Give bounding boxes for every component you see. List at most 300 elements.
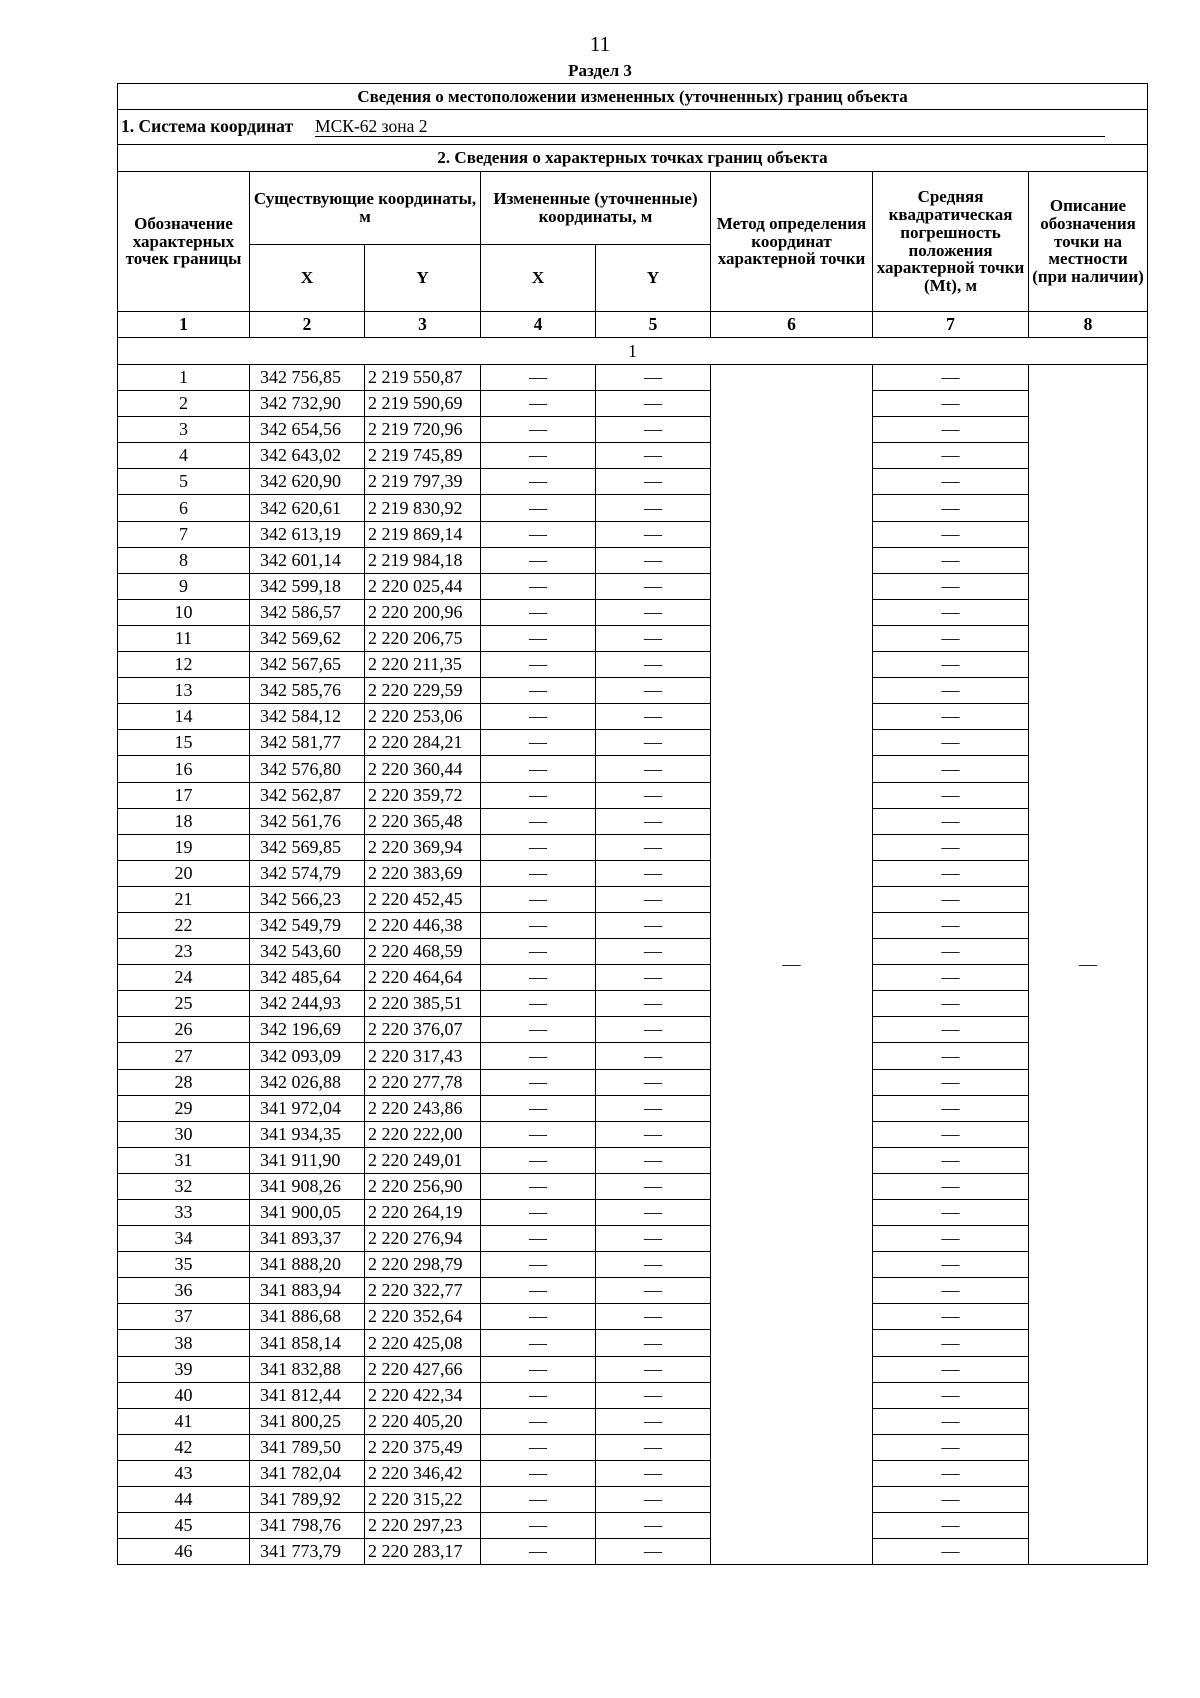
error-value: — [873,443,1029,469]
changed-y-value: — [596,652,711,678]
table-row [118,678,1148,704]
table-row [118,547,1148,573]
changed-x-value: — [481,1173,596,1199]
existing-y-value: 2 220 359,72 [365,782,481,808]
column-number: 4 [481,312,596,338]
table-row [118,417,1148,443]
table-row [118,599,1148,625]
point-number: 43 [118,1460,250,1486]
changed-x-value: — [481,1017,596,1043]
point-number: 24 [118,965,250,991]
changed-x-value: — [481,1513,596,1539]
existing-y-value: 2 220 375,49 [365,1434,481,1460]
table-row [118,860,1148,886]
point-number: 30 [118,1121,250,1147]
existing-y-value: 2 220 253,06 [365,704,481,730]
changed-x-value: — [481,391,596,417]
error-value: — [873,991,1029,1017]
existing-y-value: 2 220 200,96 [365,599,481,625]
changed-y-value: — [596,521,711,547]
coordinate-system-label: 1. Система координат [121,115,294,136]
error-value: — [873,1226,1029,1252]
point-number: 41 [118,1408,250,1434]
error-value: — [873,365,1029,391]
changed-x-value: — [481,495,596,521]
header-description: Описание обозначения точки на местности (при наличии) [1029,172,1148,312]
existing-y-value: 2 219 797,39 [365,469,481,495]
table-row [118,1252,1148,1278]
header-method: Метод определения координат характерной точки [711,172,873,312]
table-row [118,756,1148,782]
changed-y-value: — [596,1356,711,1382]
error-value: — [873,1069,1029,1095]
changed-y-value: — [596,417,711,443]
changed-x-value: — [481,965,596,991]
table-row [118,573,1148,599]
changed-x-value: — [481,652,596,678]
table-row [118,521,1148,547]
point-number: 13 [118,678,250,704]
column-number: 6 [711,312,873,338]
existing-x-value: 342 569,62 [250,625,365,651]
table-row [118,1513,1148,1539]
error-value: — [873,1252,1029,1278]
existing-y-value: 2 220 222,00 [365,1121,481,1147]
existing-x-value: 341 858,14 [250,1330,365,1356]
existing-x-value: 341 789,92 [250,1487,365,1513]
changed-x-value: — [481,1434,596,1460]
existing-y-value: 2 219 869,14 [365,521,481,547]
error-value: — [873,469,1029,495]
point-number: 15 [118,730,250,756]
existing-y-value: 2 220 283,17 [365,1539,481,1565]
table-row [118,939,1148,965]
existing-x-value: 342 543,60 [250,939,365,965]
existing-y-value: 2 220 025,44 [365,573,481,599]
changed-x-value: — [481,808,596,834]
error-value: — [873,1356,1029,1382]
table-row [118,1356,1148,1382]
point-number: 27 [118,1043,250,1069]
description-value: — [1029,365,1148,1565]
table-title: Сведения о местоположении измененных (уточненных) границ объекта [118,84,1148,110]
changed-x-value: — [481,1330,596,1356]
changed-y-value: — [596,1043,711,1069]
existing-y-value: 2 220 376,07 [365,1017,481,1043]
error-value: — [873,1147,1029,1173]
changed-y-value: — [596,1226,711,1252]
existing-y-value: 2 219 590,69 [365,391,481,417]
error-value: — [873,547,1029,573]
changed-y-value: — [596,625,711,651]
existing-y-value: 2 220 322,77 [365,1278,481,1304]
error-value: — [873,939,1029,965]
error-value: — [873,1017,1029,1043]
point-number: 45 [118,1513,250,1539]
existing-x-value: 341 900,05 [250,1200,365,1226]
coordinate-system-value: МСК-62 зона 2 [315,117,1105,137]
point-number: 16 [118,756,250,782]
header-changed-x: X [481,245,596,312]
changed-y-value: — [596,573,711,599]
point-number: 40 [118,1382,250,1408]
existing-y-value: 2 220 298,79 [365,1252,481,1278]
changed-x-value: — [481,417,596,443]
error-value: — [873,834,1029,860]
table-row [118,704,1148,730]
existing-x-value: 342 654,56 [250,417,365,443]
existing-x-value: 342 643,02 [250,443,365,469]
changed-y-value: — [596,1200,711,1226]
existing-y-value: 2 220 385,51 [365,991,481,1017]
changed-x-value: — [481,730,596,756]
changed-y-value: — [596,939,711,965]
error-value: — [873,704,1029,730]
table-row [118,391,1148,417]
changed-x-value: — [481,1095,596,1121]
changed-x-value: — [481,443,596,469]
point-number: 17 [118,782,250,808]
point-number: 35 [118,1252,250,1278]
error-value: — [873,1304,1029,1330]
error-value: — [873,1382,1029,1408]
coordinate-system-row [118,110,1148,145]
point-number: 25 [118,991,250,1017]
changed-x-value: — [481,1121,596,1147]
existing-x-value: 342 569,85 [250,834,365,860]
changed-x-value: — [481,1408,596,1434]
changed-y-value: — [596,1304,711,1330]
error-value: — [873,1460,1029,1486]
changed-x-value: — [481,1356,596,1382]
changed-x-value: — [481,704,596,730]
error-value: — [873,1200,1029,1226]
changed-x-value: — [481,365,596,391]
changed-x-value: — [481,521,596,547]
existing-y-value: 2 220 206,75 [365,625,481,651]
changed-x-value: — [481,1278,596,1304]
error-value: — [873,573,1029,599]
point-number: 3 [118,417,250,443]
existing-x-value: 342 196,69 [250,1017,365,1043]
point-number: 4 [118,443,250,469]
existing-x-value: 342 584,12 [250,704,365,730]
existing-x-value: 341 893,37 [250,1226,365,1252]
changed-x-value: — [481,1304,596,1330]
changed-y-value: — [596,1252,711,1278]
point-number: 31 [118,1147,250,1173]
changed-y-value: — [596,1121,711,1147]
section-title: Раздел 3 [568,61,632,80]
changed-y-value: — [596,1382,711,1408]
changed-x-value: — [481,1147,596,1173]
changed-x-value: — [481,1200,596,1226]
point-number: 37 [118,1304,250,1330]
point-number: 11 [118,625,250,651]
table-row [118,834,1148,860]
changed-y-value: — [596,1095,711,1121]
existing-y-value: 2 220 352,64 [365,1304,481,1330]
point-number: 29 [118,1095,250,1121]
existing-x-value: 342 574,79 [250,860,365,886]
changed-x-value: — [481,1043,596,1069]
existing-y-value: 2 220 276,94 [365,1226,481,1252]
changed-y-value: — [596,808,711,834]
existing-y-value: 2 219 830,92 [365,495,481,521]
error-value: — [873,521,1029,547]
error-value: — [873,678,1029,704]
point-number: 21 [118,886,250,912]
existing-y-value: 2 220 317,43 [365,1043,481,1069]
error-value: — [873,860,1029,886]
changed-y-value: — [596,704,711,730]
existing-x-value: 342 620,90 [250,469,365,495]
point-number: 6 [118,495,250,521]
existing-y-value: 2 220 452,45 [365,886,481,912]
changed-y-value: — [596,730,711,756]
changed-y-value: — [596,1408,711,1434]
point-number: 10 [118,599,250,625]
existing-x-value: 341 883,94 [250,1278,365,1304]
column-number: 3 [365,312,481,338]
point-number: 14 [118,704,250,730]
table-row [118,1017,1148,1043]
changed-y-value: — [596,1173,711,1199]
table-row [118,1304,1148,1330]
existing-y-value: 2 220 383,69 [365,860,481,886]
changed-x-value: — [481,1539,596,1565]
error-value: — [873,417,1029,443]
changed-y-value: — [596,886,711,912]
error-value: — [873,1434,1029,1460]
point-number: 32 [118,1173,250,1199]
changed-x-value: — [481,782,596,808]
existing-x-value: 342 567,65 [250,652,365,678]
boundary-points-table [117,83,1148,1565]
existing-y-value: 2 220 211,35 [365,652,481,678]
table-row [118,991,1148,1017]
existing-y-value: 2 220 422,34 [365,1382,481,1408]
table-row [118,652,1148,678]
changed-y-value: — [596,599,711,625]
existing-x-value: 342 562,87 [250,782,365,808]
existing-x-value: 342 026,88 [250,1069,365,1095]
table-row [118,1487,1148,1513]
point-number: 33 [118,1200,250,1226]
header-existing-y: Y [365,245,481,312]
existing-y-value: 2 219 984,18 [365,547,481,573]
error-value: — [873,391,1029,417]
point-number: 26 [118,1017,250,1043]
subsection-title: 2. Сведения о характерных точках границ объекта [118,145,1148,172]
existing-y-value: 2 220 427,66 [365,1356,481,1382]
changed-y-value: — [596,991,711,1017]
changed-y-value: — [596,782,711,808]
changed-y-value: — [596,834,711,860]
existing-x-value: 341 789,50 [250,1434,365,1460]
existing-x-value: 342 093,09 [250,1043,365,1069]
error-value: — [873,886,1029,912]
point-number: 9 [118,573,250,599]
existing-x-value: 341 800,25 [250,1408,365,1434]
changed-y-value: — [596,1069,711,1095]
table-row [118,1121,1148,1147]
header-changed-y: Y [596,245,711,312]
changed-x-value: — [481,1460,596,1486]
changed-y-value: — [596,391,711,417]
existing-y-value: 2 220 446,38 [365,912,481,938]
changed-x-value: — [481,1252,596,1278]
changed-y-value: — [596,1460,711,1486]
changed-x-value: — [481,1069,596,1095]
error-value: — [873,1173,1029,1199]
header-existing-coords: Существующие координаты, м [250,172,481,245]
existing-x-value: 342 561,76 [250,808,365,834]
error-value: — [873,1513,1029,1539]
existing-x-value: 341 812,44 [250,1382,365,1408]
column-number: 8 [1029,312,1148,338]
point-number: 23 [118,939,250,965]
error-value: — [873,808,1029,834]
changed-y-value: — [596,1487,711,1513]
header-error: Средняя квадратическая погрешность положения характерной точки (Mt), м [873,172,1029,312]
changed-y-value: — [596,547,711,573]
table-row [118,1460,1148,1486]
changed-y-value: — [596,912,711,938]
point-number: 28 [118,1069,250,1095]
existing-y-value: 2 220 249,01 [365,1147,481,1173]
point-number: 46 [118,1539,250,1565]
existing-y-value: 2 220 284,21 [365,730,481,756]
page-number: 11 [589,32,611,56]
changed-y-value: — [596,1513,711,1539]
existing-y-value: 2 220 243,86 [365,1095,481,1121]
existing-y-value: 2 220 468,59 [365,939,481,965]
changed-x-value: — [481,991,596,1017]
point-number: 5 [118,469,250,495]
changed-y-value: — [596,495,711,521]
changed-x-value: — [481,573,596,599]
column-number: 2 [250,312,365,338]
existing-x-value: 342 620,61 [250,495,365,521]
point-number: 12 [118,652,250,678]
error-value: — [873,1095,1029,1121]
existing-y-value: 2 219 550,87 [365,365,481,391]
existing-x-value: 342 599,18 [250,573,365,599]
existing-y-value: 2 220 425,08 [365,1330,481,1356]
point-number: 8 [118,547,250,573]
changed-x-value: — [481,678,596,704]
existing-x-value: 342 756,85 [250,365,365,391]
existing-y-value: 2 220 277,78 [365,1069,481,1095]
method-value: — [711,365,873,1565]
table-row [118,965,1148,991]
changed-x-value: — [481,860,596,886]
changed-x-value: — [481,1382,596,1408]
error-value: — [873,782,1029,808]
table-row [118,1095,1148,1121]
existing-x-value: 341 911,90 [250,1147,365,1173]
error-value: — [873,1043,1029,1069]
existing-x-value: 341 782,04 [250,1460,365,1486]
existing-y-value: 2 220 264,19 [365,1200,481,1226]
existing-x-value: 341 798,76 [250,1513,365,1539]
existing-x-value: 342 613,19 [250,521,365,547]
existing-y-value: 2 220 315,22 [365,1487,481,1513]
table-row [118,1539,1148,1565]
error-value: — [873,625,1029,651]
error-value: — [873,1408,1029,1434]
existing-y-value: 2 220 360,44 [365,756,481,782]
error-value: — [873,599,1029,625]
point-number: 36 [118,1278,250,1304]
table-row [118,1069,1148,1095]
table-row [118,1043,1148,1069]
table-row [118,1434,1148,1460]
header-designation: Обозначение характерных точек границы [118,172,250,312]
column-number: 7 [873,312,1029,338]
error-value: — [873,912,1029,938]
changed-x-value: — [481,756,596,782]
existing-y-value: 2 220 369,94 [365,834,481,860]
existing-x-value: 341 773,79 [250,1539,365,1565]
column-number: 5 [596,312,711,338]
changed-y-value: — [596,469,711,495]
changed-y-value: — [596,965,711,991]
existing-y-value: 2 219 745,89 [365,443,481,469]
point-number: 19 [118,834,250,860]
error-value: — [873,1278,1029,1304]
changed-y-value: — [596,1147,711,1173]
error-value: — [873,1121,1029,1147]
table-row [118,886,1148,912]
changed-x-value: — [481,912,596,938]
error-value: — [873,965,1029,991]
existing-x-value: 341 972,04 [250,1095,365,1121]
point-number: 7 [118,521,250,547]
table-row [118,1200,1148,1226]
error-value: — [873,756,1029,782]
error-value: — [873,1539,1029,1565]
point-number: 38 [118,1330,250,1356]
table-row [118,443,1148,469]
changed-y-value: — [596,365,711,391]
changed-y-value: — [596,1539,711,1565]
table-row [118,495,1148,521]
point-number: 44 [118,1487,250,1513]
changed-x-value: — [481,1487,596,1513]
changed-x-value: — [481,1226,596,1252]
existing-y-value: 2 220 464,64 [365,965,481,991]
point-number: 39 [118,1356,250,1382]
table-row [118,1147,1148,1173]
changed-y-value: — [596,1434,711,1460]
existing-x-value: 341 886,68 [250,1304,365,1330]
existing-x-value: 342 566,23 [250,886,365,912]
column-number: 1 [118,312,250,338]
existing-x-value: 341 908,26 [250,1173,365,1199]
table-row [118,365,1148,391]
table-row [118,1173,1148,1199]
table-row [118,730,1148,756]
changed-y-value: — [596,756,711,782]
existing-y-value: 2 220 229,59 [365,678,481,704]
error-value: — [873,730,1029,756]
existing-x-value: 342 244,93 [250,991,365,1017]
table-row [118,1408,1148,1434]
table-row [118,912,1148,938]
point-number: 20 [118,860,250,886]
